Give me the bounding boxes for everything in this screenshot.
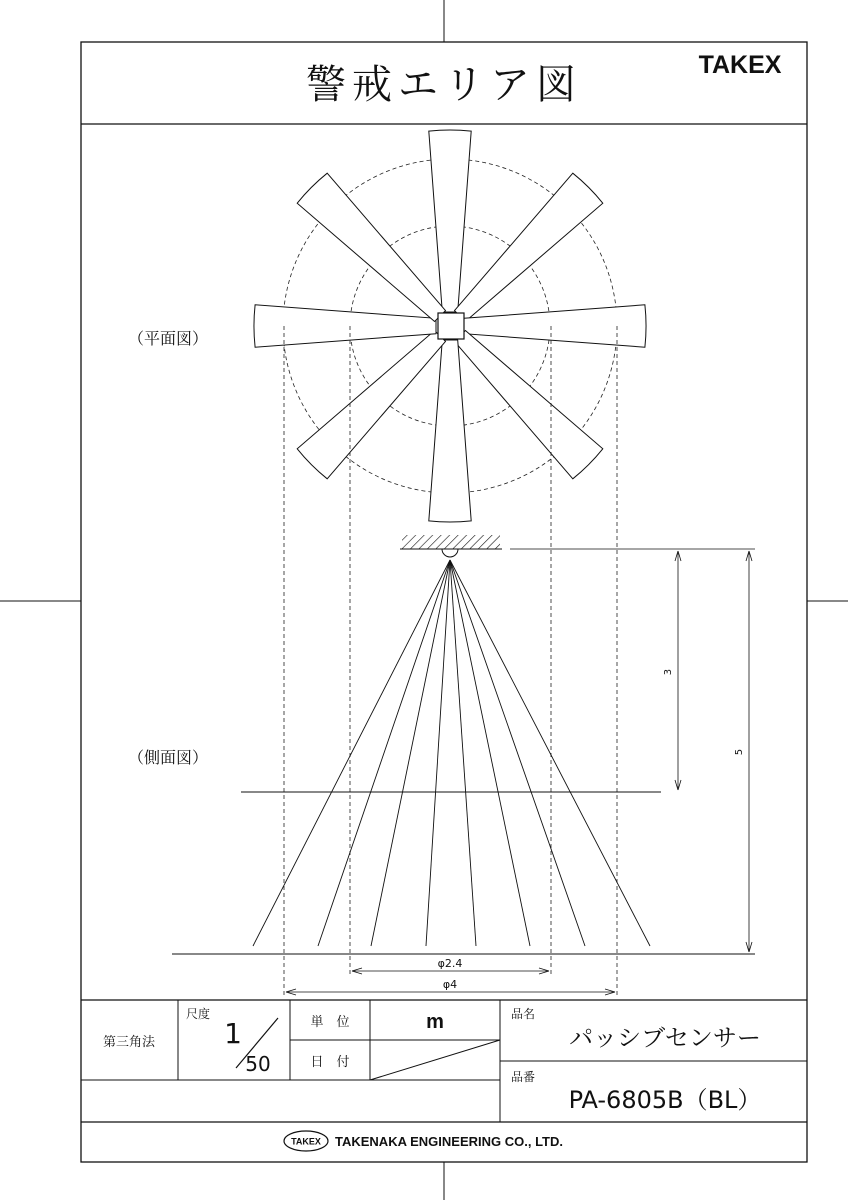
detection-zone [297,331,445,479]
product-number: PA-6805B（BL） [568,1086,762,1114]
title-block [81,1000,807,1151]
drawing-title: 警戒エリア図 [306,62,582,108]
diameter-2-4-label: φ2.4 [437,957,463,970]
sensor-side-symbol [442,549,458,557]
detection-ray [318,560,450,946]
detection-ray [253,560,450,946]
brand-logo: TAKEX [698,51,782,79]
company-name: TAKENAKA ENGINEERING CO., LTD. [335,1134,563,1149]
detection-zone [254,305,436,347]
plan-view-label: （平面図） [128,329,209,348]
unit-label: 単 位 [310,1015,350,1030]
detection-zone [455,331,603,479]
detection-ray [450,560,476,946]
detection-ray [450,560,650,946]
detection-zone [429,130,471,312]
detection-ray [450,560,530,946]
detection-zone [429,340,471,522]
side-detection-rays [253,560,650,946]
unit-value: m [426,1011,444,1033]
detection-zone [297,173,445,321]
scale-numerator: 1 [224,1017,242,1050]
projection-method: 第三角法 [102,1035,156,1050]
side-view-label: （側面図） [128,748,209,767]
detection-zone [464,305,646,347]
product-number-label: 品番 [511,1070,536,1084]
sensor-plan-symbol [438,313,464,339]
height-dimensions [510,549,755,952]
company-logo [284,1131,328,1151]
diameter-dimensions [286,957,615,995]
side-view [172,535,755,954]
height-3-label: 3 [663,668,674,676]
company-logo-text: TAKEX [291,1136,321,1147]
product-name-label: 品名 [511,1007,536,1021]
plan-view [254,130,646,522]
ceiling-hatch [402,535,500,549]
scale-label: 尺度 [186,1007,211,1021]
product-name: パッシブセンサー [569,1024,761,1052]
detection-ray [450,560,585,946]
scale-denominator: 50 [245,1052,271,1076]
height-5-label: 5 [734,748,745,756]
date-label: 日 付 [310,1055,350,1070]
detection-zone [455,173,603,321]
diameter-4-label: φ4 [442,978,458,991]
